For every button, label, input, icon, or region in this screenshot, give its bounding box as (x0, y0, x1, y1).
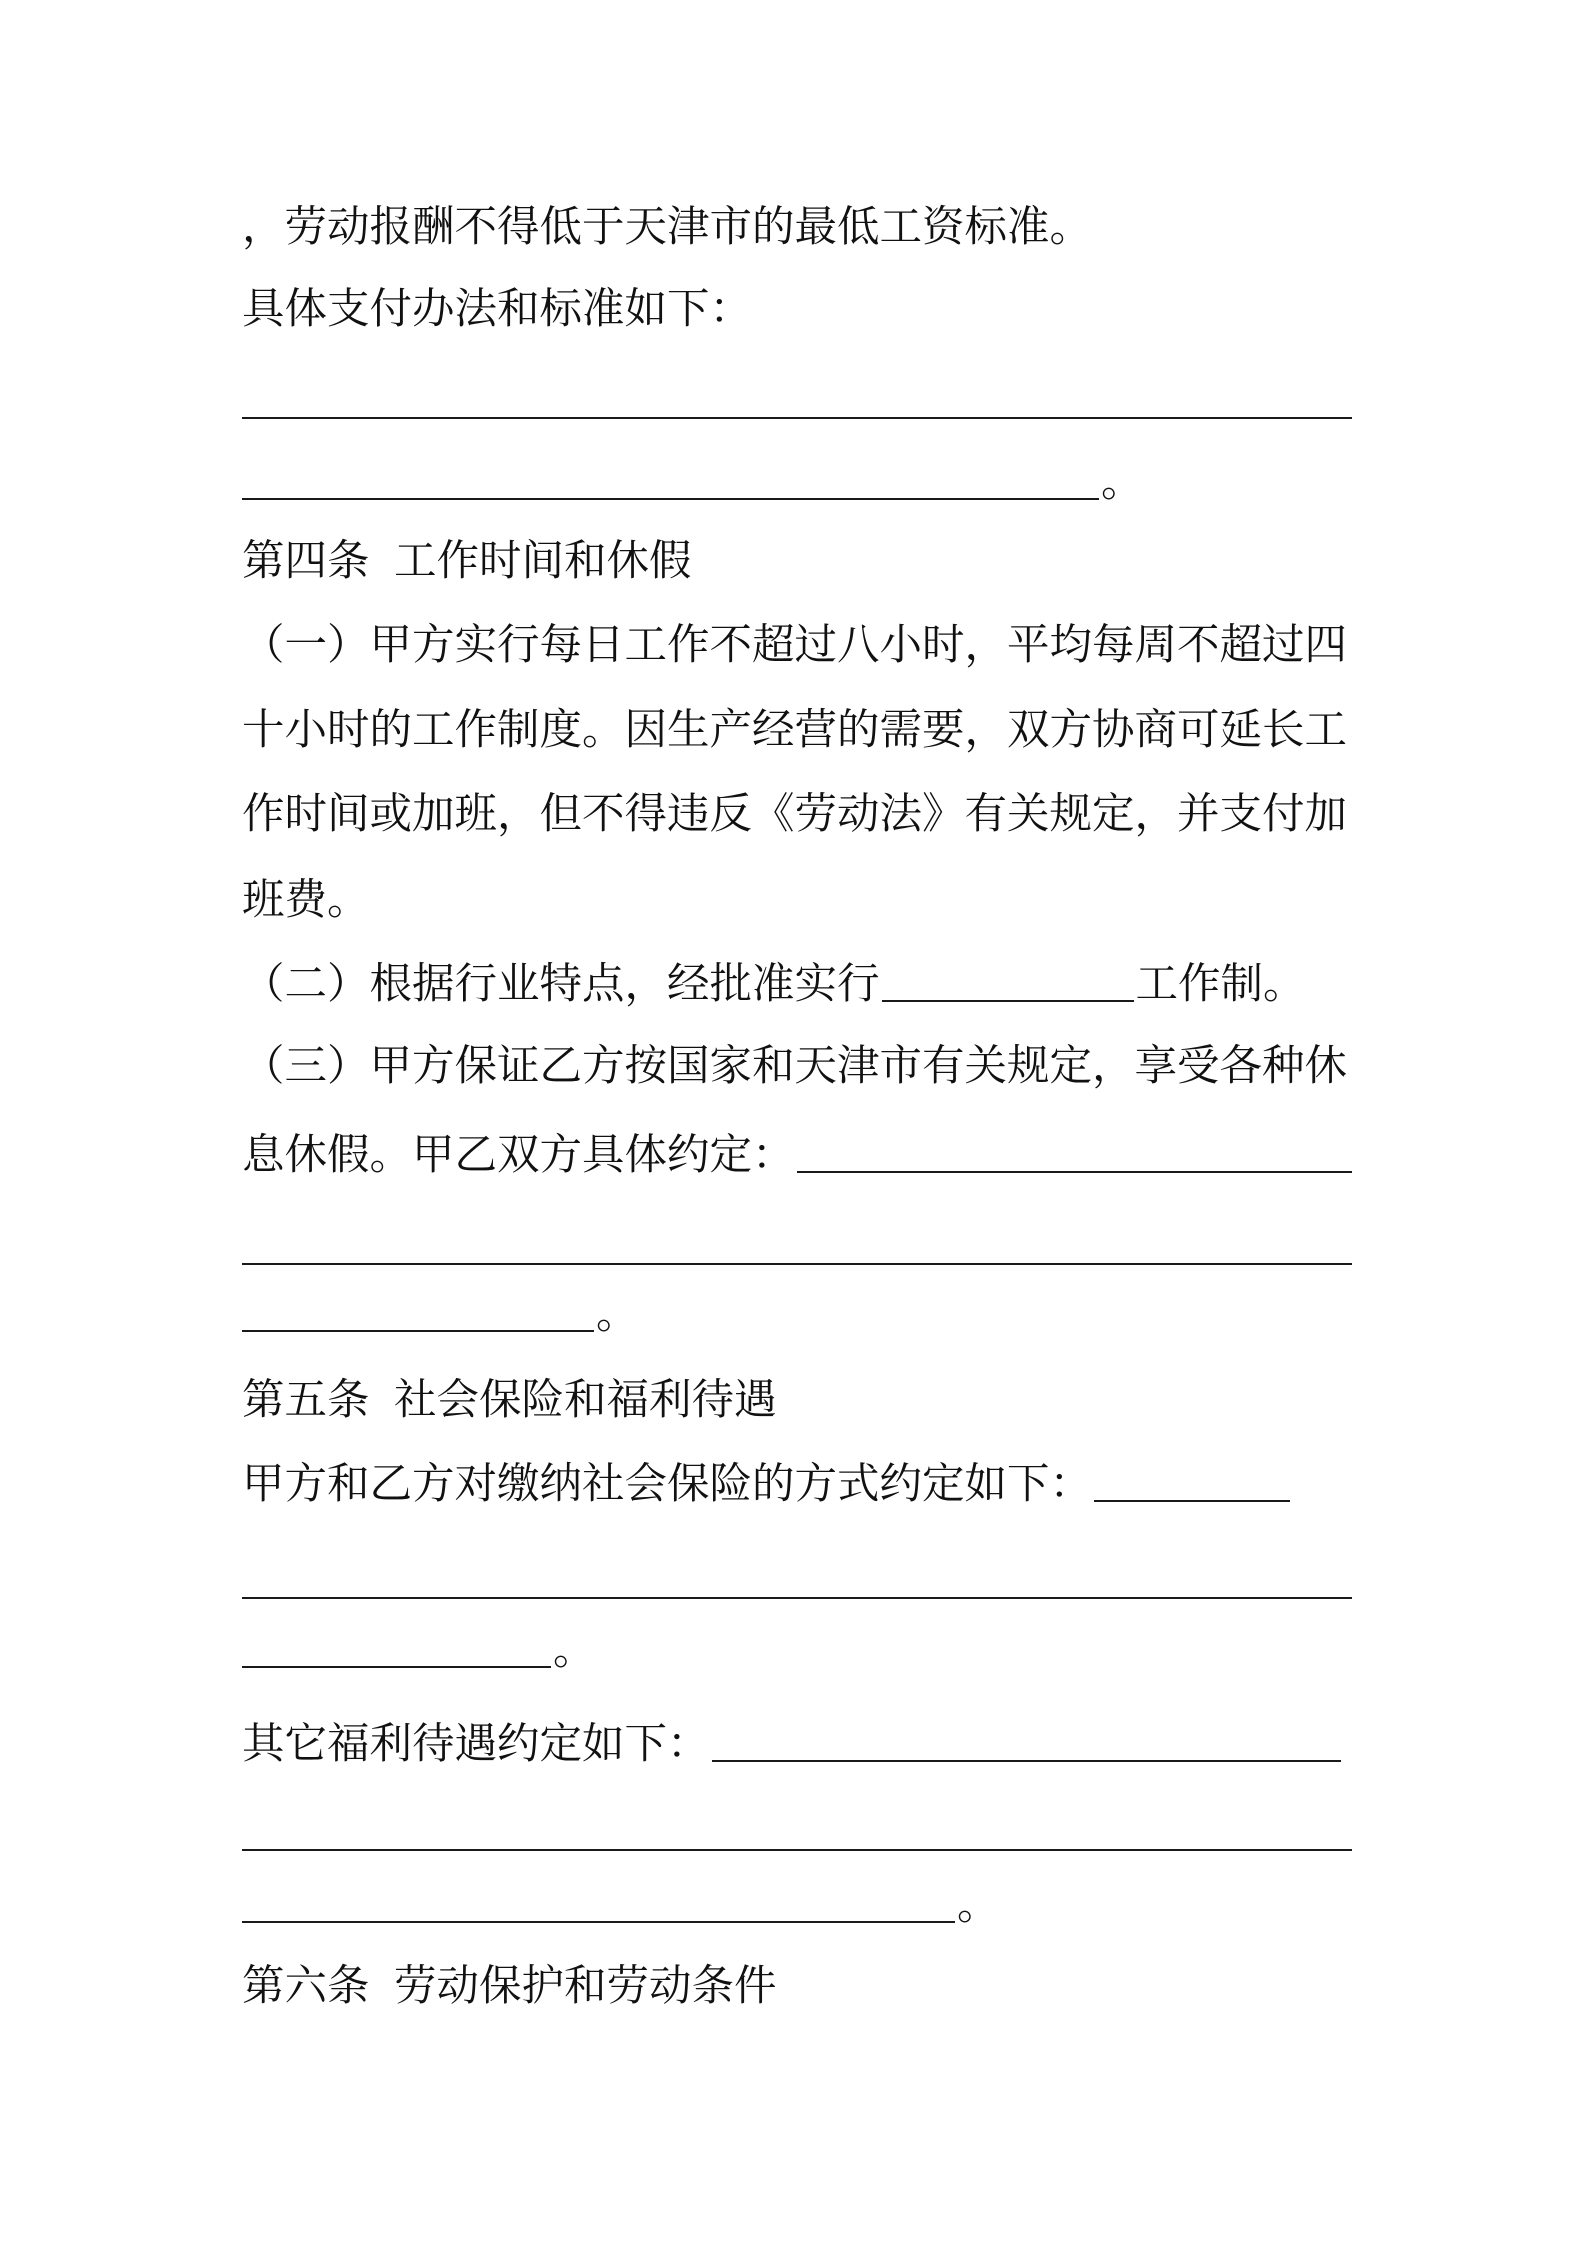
fill-in-blank (242, 468, 1099, 500)
item-2-suffix-text: 工作制。 (1135, 960, 1306, 1009)
wage-standard-text: ，劳动报酬不得低于天津市的最低工资标准。 (242, 203, 1093, 252)
fill-in-blank (242, 1636, 551, 1668)
clause-4-item-1-line-3 (242, 785, 1347, 845)
paragraph-text: （三）甲方保证乙方按国家和天津市有关规定，享受各种休 (242, 1042, 1348, 1091)
insurance-intro-line (242, 1455, 1290, 1515)
paragraph-text: （一）甲方实行每日工作不超过八小时，平均每周不超过四 (242, 621, 1348, 670)
clause-4-heading-text: 第四条 工作时间和休假 (242, 537, 692, 586)
clause-4-item-1-line-2 (242, 701, 1347, 761)
paragraph-text: 班费。 (242, 876, 370, 925)
item-2-prefix-text: （二）根据行业特点，经批准实行 (242, 960, 880, 1009)
payment-blank-line-1 (242, 417, 1352, 419)
fill-in-blank (242, 1891, 955, 1923)
payment-blank-line-2 (242, 453, 1144, 513)
clause-4-item-3-line-2 (242, 1126, 1352, 1186)
welfare-blank-line-3 (242, 1876, 1000, 1936)
clause-4-item-1-line-4 (242, 871, 370, 931)
paragraph-text: 息休假。甲乙双方具体约定： (242, 1131, 795, 1180)
clause-4-heading (242, 532, 692, 592)
insurance-end-mark: 。 (553, 1626, 596, 1675)
welfare-intro-line (242, 1715, 1341, 1775)
leave-blank-line-2 (242, 1263, 1352, 1265)
leave-end-mark: 。 (596, 1290, 639, 1339)
clause-6-heading-text: 第六条 劳动保护和劳动条件 (242, 1962, 777, 2011)
welfare-agreement-blank (712, 1730, 1341, 1762)
work-system-blank (882, 970, 1134, 1002)
clause-4-item-2-line (242, 955, 1306, 1015)
leave-agreement-blank (797, 1141, 1352, 1173)
insurance-method-blank (1094, 1470, 1290, 1502)
insurance-blank-line-2 (242, 1597, 1352, 1599)
paragraph-text: 十小时的工作制度。因生产经营的需要，双方协商可延长工 (242, 706, 1348, 755)
paragraph-text: 作时间或加班，但不得违反《劳动法》有关规定，并支付加 (242, 790, 1348, 839)
welfare-intro-text: 其它福利待遇约定如下： (242, 1720, 710, 1769)
clause-5-heading (242, 1371, 777, 1431)
clause-4-item-3-line-1 (242, 1037, 1347, 1097)
welfare-end-mark: 。 (957, 1881, 1000, 1930)
leave-blank-line-3 (242, 1285, 639, 1345)
welfare-blank-line-2 (242, 1849, 1352, 1851)
payment-intro-line (242, 280, 752, 340)
insurance-intro-text: 甲方和乙方对缴纳社会保险的方式约定如下： (242, 1460, 1093, 1509)
clause-5-heading-text: 第五条 社会保险和福利待遇 (242, 1376, 777, 1425)
wage-standard-line (242, 198, 1092, 258)
fill-in-blank (242, 1300, 594, 1332)
clause-4-item-1-line-1 (242, 616, 1347, 676)
payment-end-mark: 。 (1101, 458, 1144, 507)
payment-intro-text: 具体支付办法和标准如下： (242, 285, 753, 334)
insurance-blank-line-3 (242, 1621, 596, 1681)
clause-6-heading (242, 1957, 777, 2017)
